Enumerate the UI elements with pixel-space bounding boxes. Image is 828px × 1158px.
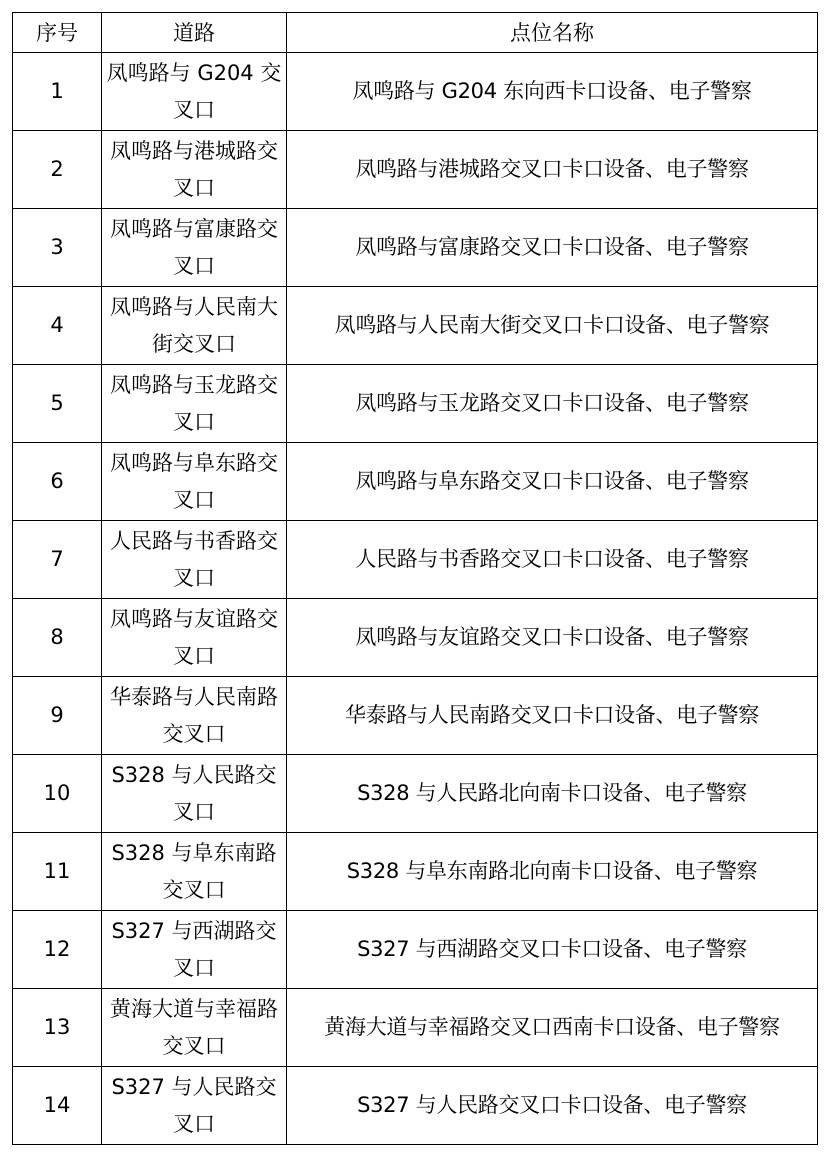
table-row bbox=[13, 287, 818, 365]
row-point: 凤鸣路与港城路交叉口卡口设备、电子警察 bbox=[287, 131, 818, 209]
row-point: S328 与人民路北向南卡口设备、电子警察 bbox=[287, 755, 818, 833]
row-road: 凤鸣路与 G204 交叉口 bbox=[102, 53, 287, 131]
row-road: 华泰路与人民南路交叉口 bbox=[102, 677, 287, 755]
row-point: S328 与阜东南路北向南卡口设备、电子警察 bbox=[287, 833, 818, 911]
table-row bbox=[13, 365, 818, 443]
row-road: 凤鸣路与人民南大街交叉口 bbox=[102, 287, 287, 365]
table-row bbox=[13, 521, 818, 599]
row-point: 凤鸣路与友谊路交叉口卡口设备、电子警察 bbox=[287, 599, 818, 677]
header-point: 点位名称 bbox=[287, 13, 818, 53]
row-road: 凤鸣路与富康路交叉口 bbox=[102, 209, 287, 287]
table-row bbox=[13, 833, 818, 911]
row-no: 3 bbox=[13, 209, 102, 287]
row-no: 5 bbox=[13, 365, 102, 443]
row-point: S327 与西湖路交叉口卡口设备、电子警察 bbox=[287, 911, 818, 989]
row-road: 人民路与书香路交叉口 bbox=[102, 521, 287, 599]
row-point: 黄海大道与幸福路交叉口西南卡口设备、电子警察 bbox=[287, 989, 818, 1067]
row-no: 13 bbox=[13, 989, 102, 1067]
row-road: 凤鸣路与友谊路交叉口 bbox=[102, 599, 287, 677]
row-no: 1 bbox=[13, 53, 102, 131]
row-no: 10 bbox=[13, 755, 102, 833]
row-road: S328 与阜东南路交叉口 bbox=[102, 833, 287, 911]
row-no: 12 bbox=[13, 911, 102, 989]
table-row bbox=[13, 209, 818, 287]
intersection-table bbox=[12, 12, 818, 1145]
table-row bbox=[13, 131, 818, 209]
table-row bbox=[13, 1067, 818, 1145]
row-road: 凤鸣路与玉龙路交叉口 bbox=[102, 365, 287, 443]
row-point: 凤鸣路与玉龙路交叉口卡口设备、电子警察 bbox=[287, 365, 818, 443]
row-road: 凤鸣路与阜东路交叉口 bbox=[102, 443, 287, 521]
row-point: 凤鸣路与富康路交叉口卡口设备、电子警察 bbox=[287, 209, 818, 287]
row-no: 9 bbox=[13, 677, 102, 755]
row-point: 凤鸣路与人民南大街交叉口卡口设备、电子警察 bbox=[287, 287, 818, 365]
row-no: 7 bbox=[13, 521, 102, 599]
row-no: 11 bbox=[13, 833, 102, 911]
table-row bbox=[13, 599, 818, 677]
row-road: 凤鸣路与港城路交叉口 bbox=[102, 131, 287, 209]
table-row bbox=[13, 911, 818, 989]
table-row bbox=[13, 443, 818, 521]
table-header-row bbox=[13, 13, 818, 53]
row-no: 14 bbox=[13, 1067, 102, 1145]
row-no: 6 bbox=[13, 443, 102, 521]
row-point: 华泰路与人民南路交叉口卡口设备、电子警察 bbox=[287, 677, 818, 755]
table-row bbox=[13, 989, 818, 1067]
row-point: 凤鸣路与阜东路交叉口卡口设备、电子警察 bbox=[287, 443, 818, 521]
row-no: 4 bbox=[13, 287, 102, 365]
row-point: 凤鸣路与 G204 东向西卡口设备、电子警察 bbox=[287, 53, 818, 131]
row-no: 2 bbox=[13, 131, 102, 209]
row-road: S327 与西湖路交叉口 bbox=[102, 911, 287, 989]
row-road: S328 与人民路交叉口 bbox=[102, 755, 287, 833]
table-row bbox=[13, 677, 818, 755]
table-row bbox=[13, 755, 818, 833]
row-road: 黄海大道与幸福路交叉口 bbox=[102, 989, 287, 1067]
header-no: 序号 bbox=[13, 13, 102, 53]
header-road: 道路 bbox=[102, 13, 287, 53]
row-point: 人民路与书香路交叉口卡口设备、电子警察 bbox=[287, 521, 818, 599]
row-road: S327 与人民路交叉口 bbox=[102, 1067, 287, 1145]
row-no: 8 bbox=[13, 599, 102, 677]
table-row bbox=[13, 53, 818, 131]
row-point: S327 与人民路交叉口卡口设备、电子警察 bbox=[287, 1067, 818, 1145]
